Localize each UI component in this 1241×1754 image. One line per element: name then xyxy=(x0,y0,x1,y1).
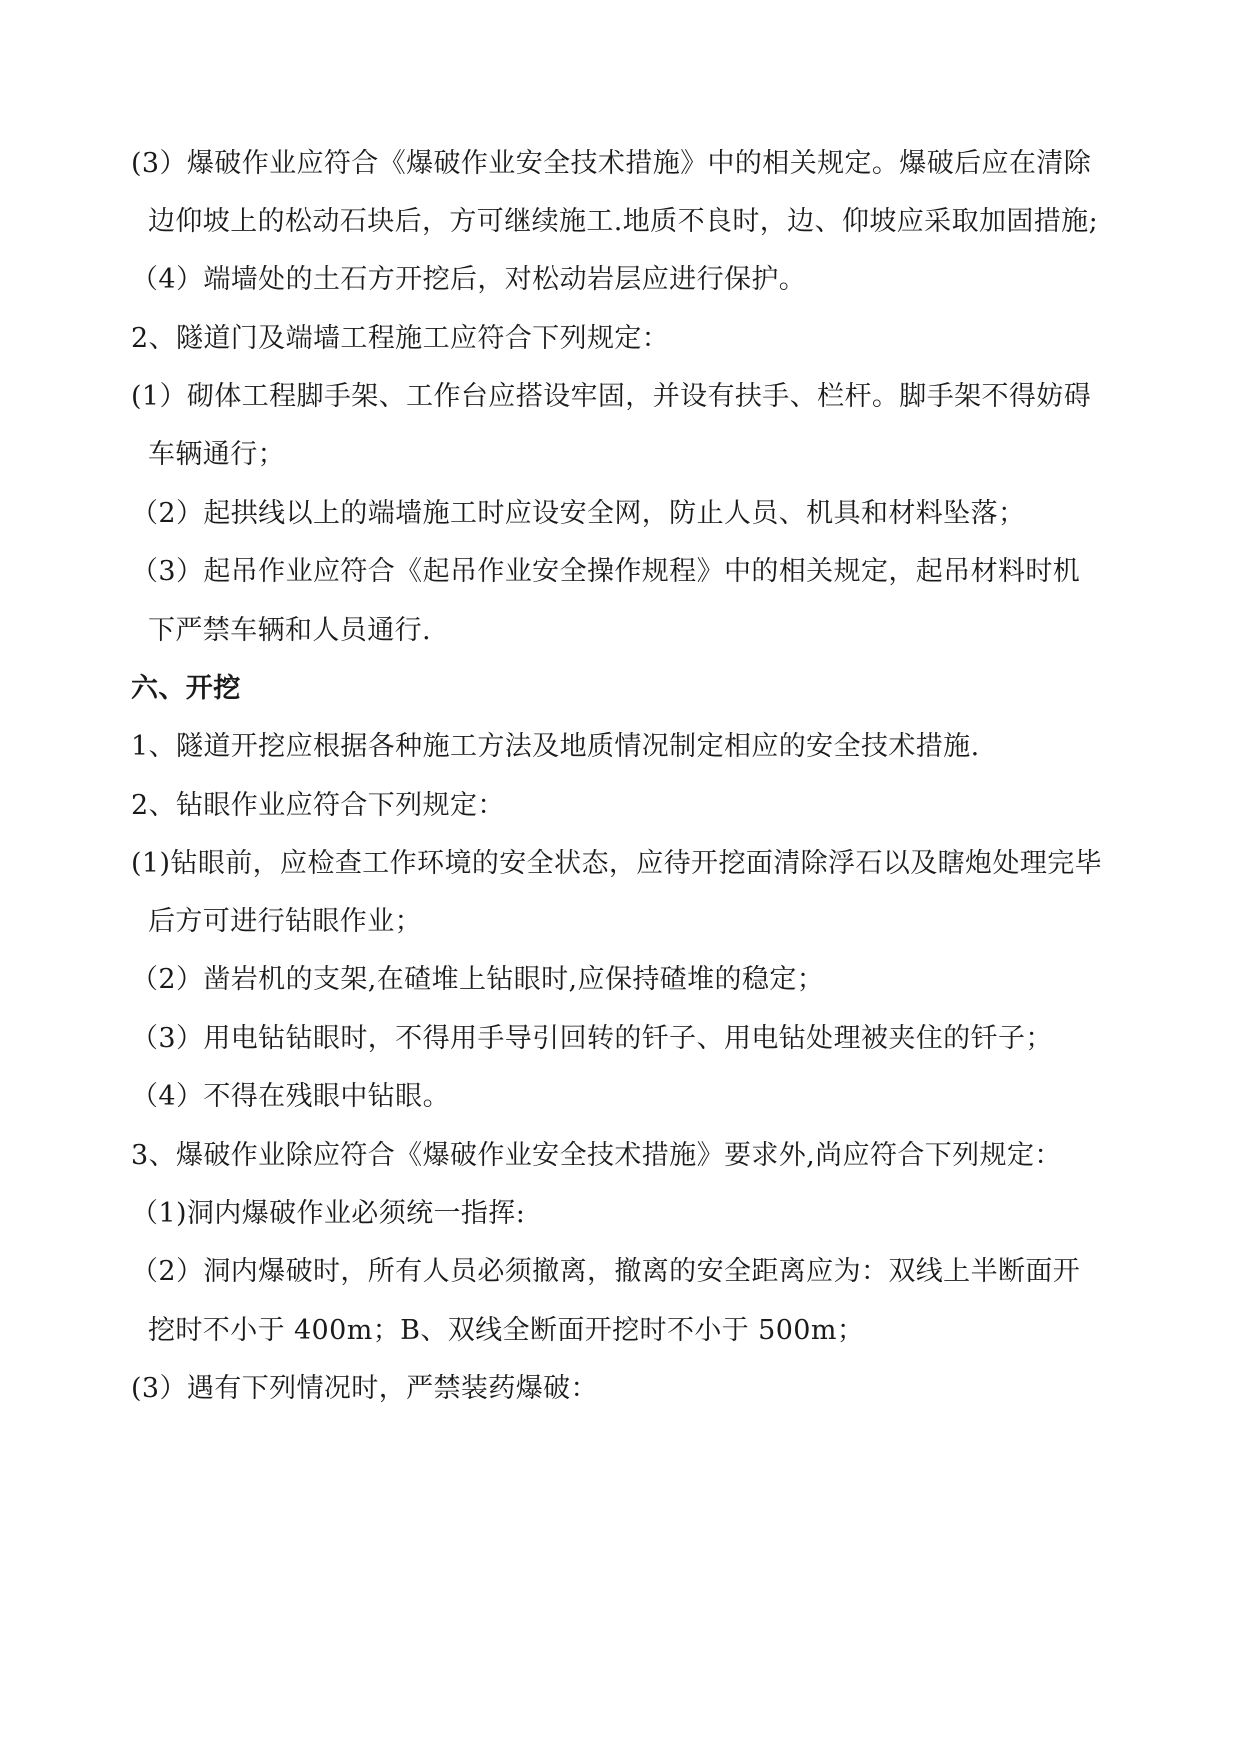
text-line: （4）不得在残眼中钻眼。 xyxy=(131,1081,450,1112)
text-line: 下严禁车辆和人员通行. xyxy=(148,615,431,646)
text-line: 后方可进行钻眼作业； xyxy=(148,906,422,937)
text-line: 2、钻眼作业应符合下列规定： xyxy=(131,790,505,821)
text-line: 挖时不小于 400m；B、双线全断面开挖时不小于 500m； xyxy=(148,1315,865,1346)
text-line: (1）砌体工程脚手架、工作台应搭设牢固，并设有扶手、栏杆。脚手架不得妨碍 xyxy=(131,381,1092,412)
text-line: 2、隧道门及端墙工程施工应符合下列规定： xyxy=(131,323,670,354)
text-line: （3）用电钻钻眼时，不得用手导引回转的钎子、用电钻处理被夹住的钎子； xyxy=(131,1023,1053,1054)
text-line: （4）端墙处的土石方开挖后，对松动岩层应进行保护。 xyxy=(131,264,807,295)
text-line: （2）洞内爆破时，所有人员必须撤离，撤离的安全距离应为：双线上半断面开 xyxy=(131,1256,1081,1287)
text-line: 边仰坡上的松动石块后，方可继续施工.地质不良时，边、仰坡应采取加固措施; xyxy=(148,206,1099,237)
section-heading: 六、开挖 xyxy=(131,673,241,704)
text-line: (1)钻眼前，应检查工作环境的安全状态，应待开挖面清除浮石以及瞎炮处理完毕 xyxy=(131,848,1103,879)
text-line: 1、隧道开挖应根据各种施工方法及地质情况制定相应的安全技术措施. xyxy=(131,731,980,762)
text-line: （2）凿岩机的支架,在碴堆上钻眼时,应保持碴堆的稳定； xyxy=(131,964,825,995)
text-line: （1)洞内爆破作业必须统一指挥: xyxy=(131,1198,526,1229)
text-line: (3）爆破作业应符合《爆破作业安全技术措施》中的相关规定。爆破后应在清除 xyxy=(131,148,1092,179)
text-line: （2）起拱线以上的端墙施工时应设安全网，防止人员、机具和材料坠落； xyxy=(131,498,1026,529)
text-line: (3）遇有下列情况时，严禁装药爆破： xyxy=(131,1373,598,1404)
text-line: 3、爆破作业除应符合《爆破作业安全技术措施》要求外,尚应符合下列规定： xyxy=(131,1140,1062,1171)
text-line: （3）起吊作业应符合《起吊作业安全操作规程》中的相关规定，起吊材料时机 xyxy=(131,556,1081,587)
text-line: 车辆通行； xyxy=(148,439,285,470)
